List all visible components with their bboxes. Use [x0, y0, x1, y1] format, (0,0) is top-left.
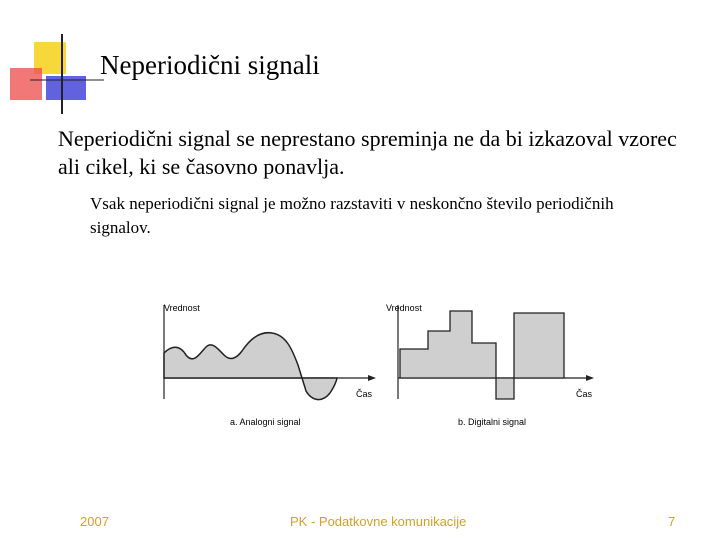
analog-signal-figure [150, 295, 380, 435]
footer-page-number: 7 [668, 514, 676, 529]
digital-signal-fill [400, 311, 564, 399]
digital-caption: b. Digitalni signal [458, 417, 527, 427]
corner-decoration-graphic [0, 0, 110, 120]
sub-bullet-text: Vsak neperiodični signal je možno razstaviti v neskončno število periodičnih signalov. [90, 194, 614, 237]
corner-decoration [0, 0, 110, 120]
digital-signal-figure [378, 295, 608, 435]
digital-x-label: Čas [576, 389, 593, 399]
main-bullet-text: Neperiodični signal se neprestano spreminja ne da bi izkazoval vzorec ali cikel, ki se časovno ponavlja. [58, 126, 677, 179]
analog-y-label: Vrednost [164, 303, 200, 313]
digital-x-arrow [586, 375, 594, 381]
footer-year: 2007 [80, 514, 109, 529]
analog-x-label: Čas [356, 389, 373, 399]
digital-y-label: Vrednost [386, 303, 422, 313]
footer-course: PK - Podatkovne komunikacije [290, 514, 467, 529]
analog-caption: a. Analogni signal [230, 417, 301, 427]
slide-title: Neperiodični signali [100, 50, 320, 80]
analog-x-arrow [368, 375, 376, 381]
analog-signal-fill [164, 333, 337, 400]
